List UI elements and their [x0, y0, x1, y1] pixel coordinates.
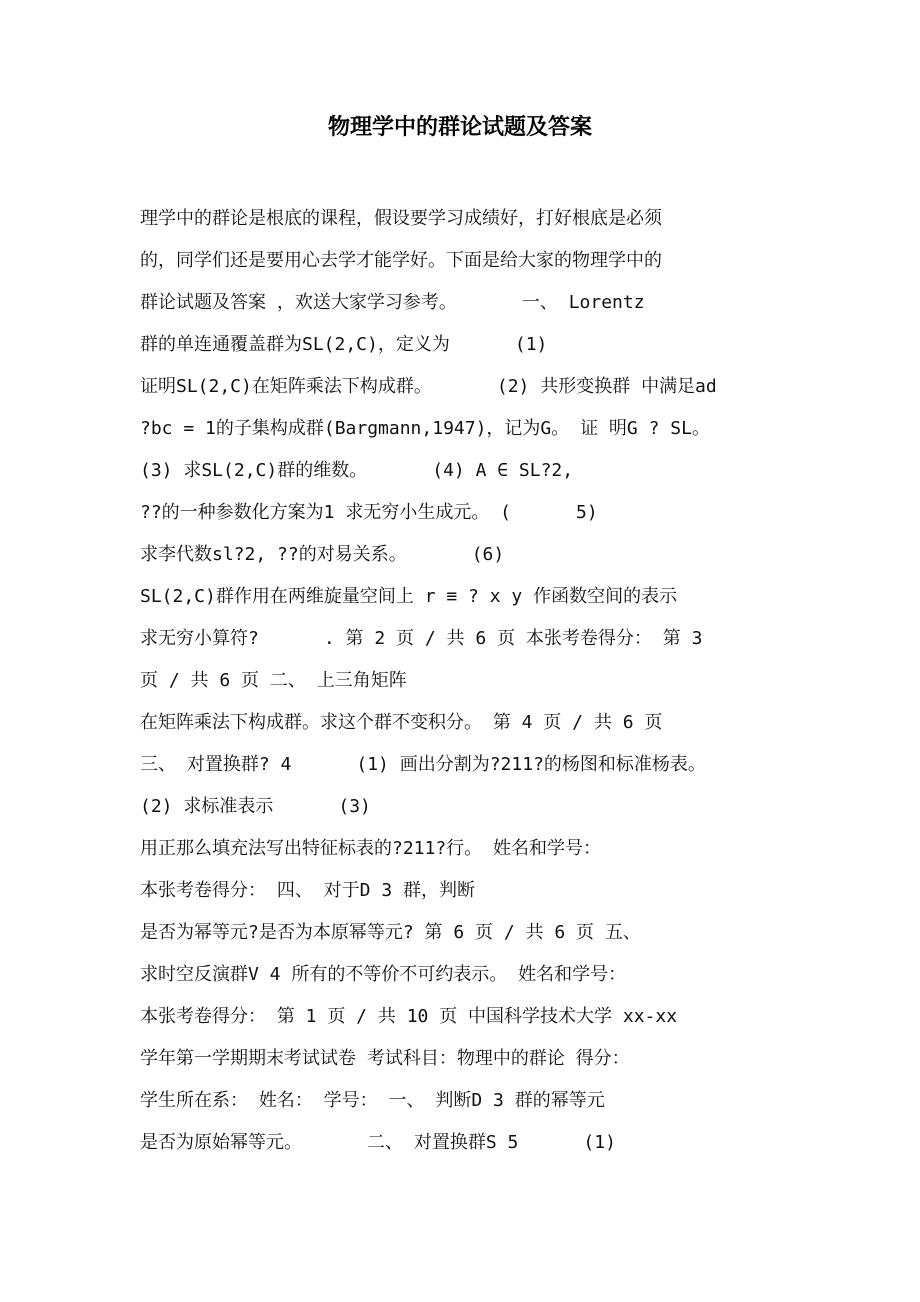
body-line: 群论试题及答案 ，欢送大家学习参考。 一、 Lorentz: [140, 292, 645, 313]
body-line: 学生所在系： 姓名： 学号： 一、 判断D 3 群的幂等元: [140, 1090, 605, 1111]
body-line: 是否为幂等元?是否为本原幂等元? 第 6 页 / 共 6 页 五、: [140, 922, 641, 943]
body-line: SL(2,C)群作用在两维旋量空间上 r ≡ ? x y 作函数空间的表示: [140, 586, 678, 607]
body-line: 理学中的群论是根底的课程，假设要学习成绩好，打好根底是必须: [140, 208, 662, 229]
body-line: 用正那么填充法写出特征标表的?211?行。 姓名和学号：: [140, 838, 602, 859]
body-line: 群的单连通覆盖群为SL(2,C)，定义为 (1): [140, 334, 548, 355]
body-line: (3) 求SL(2,C)群的维数。 (4) A ∈ SL?2,: [140, 460, 574, 481]
document-title: 物理学中的群论试题及答案: [327, 115, 592, 140]
body-line: 证明SL(2,C)在矩阵乘法下构成群。 (2) 共形变换群 中满足ad: [140, 376, 717, 397]
body-line: 是否为原始幂等元。 二、 对置换群S 5 (1): [140, 1132, 616, 1153]
body-line: 求李代数sl?2, ??的对易关系。 (6): [140, 544, 505, 565]
body-line: 求无穷小算符? . 第 2 页 / 共 6 页 本张考卷得分： 第 3: [140, 628, 703, 649]
document-body: [140, 198, 800, 1164]
body-line: ?bc = 1的子集构成群(Bargmann,1947)，记为G。 证 明G ? SL。: [140, 418, 710, 439]
body-line: ??的一种参数化方案为1 求无穷小生成元。 ( 5): [140, 502, 598, 523]
body-line: 求时空反演群V 4 所有的不等价不可约表示。 姓名和学号：: [140, 964, 627, 985]
body-line: 本张考卷得分： 四、 对于D 3 群，判断: [140, 880, 476, 901]
body-line: 学年第一学期期末考试试卷 考试科目：物理中的群论 得分：: [140, 1048, 630, 1069]
body-line: 在矩阵乘法下构成群。求这个群不变积分。 第 4 页 / 共 6 页: [140, 712, 663, 733]
body-line: 页 / 共 6 页 二、 上三角矩阵: [140, 670, 407, 691]
body-line: 本张考卷得分： 第 1 页 / 共 10 页 中国科学技术大学 xx-xx: [140, 1006, 678, 1027]
body-line: 的，同学们还是要用心去学才能学好。下面是给大家的物理学中的: [140, 250, 662, 271]
body-line: 三、 对置换群? 4 (1) 画出分割为?211?的杨图和标准杨表。: [140, 754, 706, 775]
body-line: (2) 求标准表示 (3): [140, 796, 371, 817]
